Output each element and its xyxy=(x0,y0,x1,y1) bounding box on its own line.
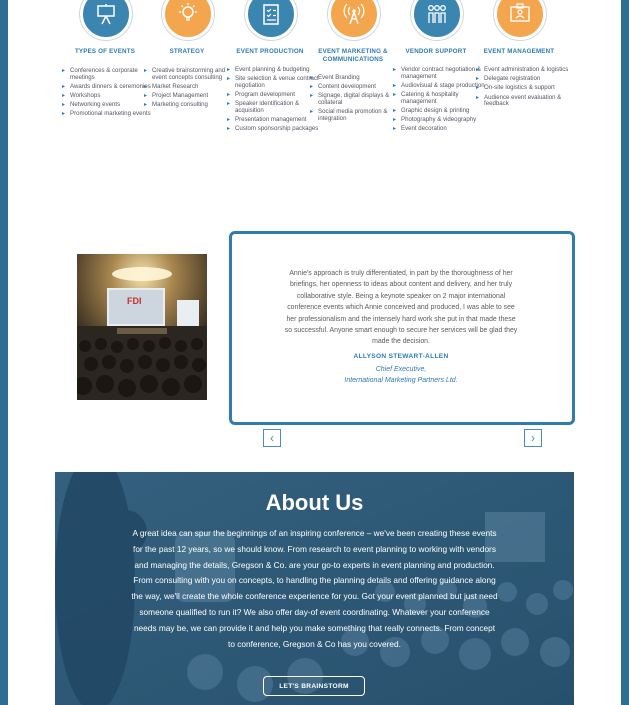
service-item: ▸ Promotional marketing events xyxy=(62,111,158,118)
service-item: ▸ Vendor contract negotiation & management xyxy=(393,67,489,80)
service-item: ▸ Graphic design & printing xyxy=(393,108,489,115)
people-group-icon xyxy=(411,0,463,40)
service-item: ▸ Project Management xyxy=(144,93,240,100)
easel-icon xyxy=(80,0,132,40)
testimonial-photo xyxy=(77,254,207,400)
service-item: ▸ Presentation management xyxy=(227,117,323,124)
service-list xyxy=(393,67,489,135)
service-list xyxy=(144,68,240,111)
prev-testimonial-button[interactable] xyxy=(263,429,281,447)
service-item: ▸ Networking events xyxy=(62,102,158,109)
clipboard-checklist-icon xyxy=(245,0,297,40)
service-item: ▸ Photography & videography xyxy=(393,117,489,124)
next-testimonial-button[interactable] xyxy=(524,429,542,447)
chevron-right-icon: › xyxy=(531,431,535,445)
service-item: ▸ Content development xyxy=(310,84,406,91)
projector-screen-text: FDI xyxy=(127,296,142,306)
service-item: ▸ Market Research xyxy=(144,84,240,91)
page-frame-left xyxy=(0,0,8,705)
about-title: About Us xyxy=(265,490,364,515)
testimonial-company: International Marketing Partners Ltd. xyxy=(344,377,458,385)
service-item: ▸ Creative brainstorming and event concepts consulting xyxy=(144,68,240,81)
service-item: ▸ Event planning & budgeting xyxy=(227,67,323,74)
service-item: ▸ Workshops xyxy=(62,93,158,100)
service-list xyxy=(227,67,323,135)
service-title: EVENT PRODUCTION xyxy=(236,48,304,55)
services-section xyxy=(60,0,569,175)
testimonial-author: ALLYSON STEWART-ALLEN xyxy=(353,353,449,360)
chevron-left-icon: ‹ xyxy=(270,431,274,445)
service-list xyxy=(310,75,406,125)
service-title: VENDOR SUPPORT xyxy=(405,48,467,55)
lightbulb-icon xyxy=(162,0,214,40)
service-item: ▸ Signage, digital displays & collateral xyxy=(310,93,406,106)
service-title: TYPES OF EVENTS xyxy=(74,48,136,55)
service-item: ▸ Social media promotion & integration xyxy=(310,109,406,122)
service-item: ▸ Audiovisual & stage production xyxy=(393,83,489,90)
service-item: ▸ Event decoration xyxy=(393,126,489,133)
service-item: ▸ Event Branding xyxy=(310,75,406,82)
service-item: ▸ Custom sponsorship packages xyxy=(227,126,323,133)
service-item: ▸ Program development xyxy=(227,92,323,99)
service-title: EVENT MARKETING & COMMUNICATIONS xyxy=(318,48,388,63)
service-item: ▸ Delegate registration xyxy=(476,76,572,83)
service-item: ▸ Speaker identification & acquisition xyxy=(227,101,323,114)
service-title: STRATEGY xyxy=(169,48,205,55)
broadcast-tower-icon xyxy=(328,0,380,40)
service-item: ▸ Conferences & corporate meetings xyxy=(62,68,158,81)
page-frame-right xyxy=(621,0,629,705)
service-item: ▸ On-site logistics & support xyxy=(476,85,572,92)
service-item: ▸ Catering & hospitality management xyxy=(393,92,489,105)
service-item: ▸ Awards dinners & ceremonies xyxy=(62,84,158,91)
id-badge-icon xyxy=(494,0,546,40)
testimonial-role xyxy=(283,364,519,387)
service-item: ▸ Audience event evaluation & feedback xyxy=(476,95,572,108)
service-item: ▸ Site selection & venue contract negotiation xyxy=(227,76,323,89)
testimonial-quote: Annie's approach is truly differentiated, in part by the thoroughness of her briefings, her openness to ideas about content and delivery, and her truly collaborative style. Being a keynote speaker on 2 major international conference events which Annie conceived and produced, I was able to see her professionalism and the intensely hard work she put in that made these so successful. Anyone smart enough to secure her services will be glad they made the decision. xyxy=(284,270,518,346)
service-title: EVENT MANAGEMENT xyxy=(483,48,555,55)
lets-brainstorm-button[interactable]: LET'S BRAINSTORM xyxy=(263,676,365,696)
service-item: ▸ Event administration & logistics xyxy=(476,67,572,74)
testimonial-role-title: Chief Executive, xyxy=(375,366,427,373)
about-body: A great idea can spur the beginnings of an inspiring conference – we've been creating these events for the past 12 years, so we should know. From research to event planning to working with vendors and managing the details, Gregson & Co. are your go-to experts in event planning and production. From consulting with you on concepts, to handling the planning details and offering guidance along the way, we'll create the whole conference experience for you. Got your event planned but just need someone qualified to run it? We also offer day-of event coordinating. Whatever your conference needs may be, we can provide it and help you make something that really connects. From concept to conference, Gregson & Co has you covered. xyxy=(131,528,498,649)
service-list xyxy=(476,67,572,110)
service-item: ▸ Marketing consulting xyxy=(144,102,240,109)
about-section xyxy=(55,472,574,705)
